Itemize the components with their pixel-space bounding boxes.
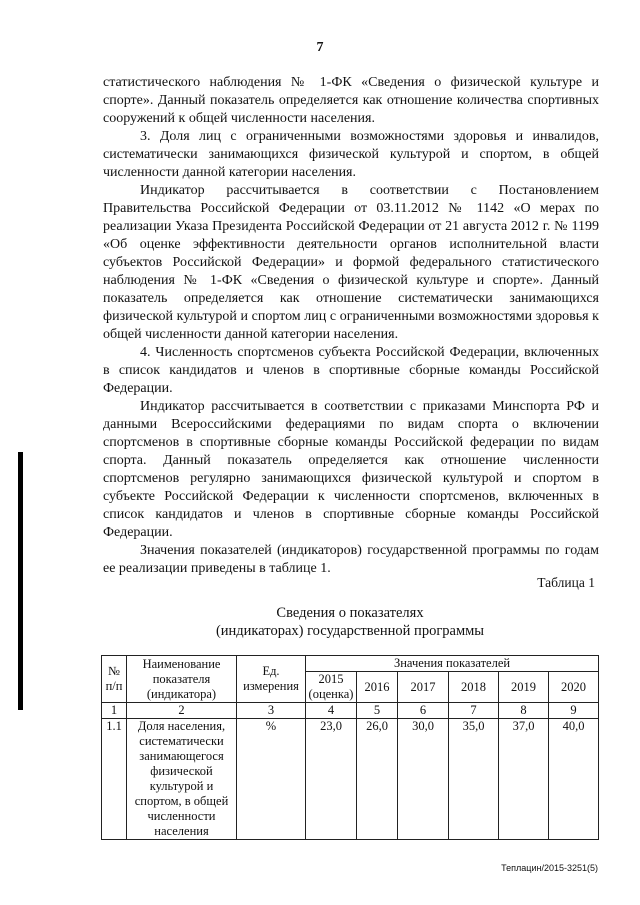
footer-code: Теплацин/2015-3251(5) — [501, 863, 598, 873]
paragraph-continuation: статистического наблюдения № 1-ФК «Сведения о физической культуре и спорте». Данный показатель определяется как отношение количества спортивных сооружений к общей численности населения. — [103, 75, 599, 126]
row-value: 37,0 — [499, 719, 549, 840]
header-year: 2016 — [357, 672, 398, 703]
column-number: 1 — [102, 703, 127, 719]
column-numbers-row — [102, 703, 599, 719]
header-year: 2019 — [499, 672, 549, 703]
header-year: 2018 — [449, 672, 499, 703]
column-number: 2 — [127, 703, 237, 719]
table-label: Таблица 1 — [537, 575, 595, 590]
row-name: Доля населения, систематически занимающегося физической культурой и спортом, в общей численности населения — [127, 719, 237, 840]
body-text — [103, 74, 599, 578]
header-year: 2017 — [398, 672, 449, 703]
column-number: 3 — [237, 703, 306, 719]
row-unit: % — [237, 719, 306, 840]
header-num: № п/п — [102, 656, 127, 703]
row-value: 23,0 — [306, 719, 357, 840]
column-number: 5 — [357, 703, 398, 719]
column-number: 6 — [398, 703, 449, 719]
indicators-table — [101, 655, 599, 840]
header-values: Значения показателей — [306, 656, 599, 672]
table-row — [102, 719, 599, 840]
column-number: 7 — [449, 703, 499, 719]
paragraph-indicator-4-title: 4. Численность спортсменов субъекта Российской Федерации, включенных в список кандидатов и членов в спортивные сборные команды Российской Федерации. — [103, 345, 599, 396]
table-caption-line-2: (индикаторах) государственной программы — [215, 623, 485, 639]
header-name: Наименование показателя (индикатора) — [127, 656, 237, 703]
page-number: 7 — [316, 40, 324, 55]
column-number: 9 — [549, 703, 599, 719]
paragraph-indicator-3-method: Индикатор рассчитывается в соответствии с Постановлением Правительства Российской Федерации от 03.11.2012 № 1142 «О мерах по реализации Указа Президента Российской Федерации от 21 августа 2012 г. № 1199 «Об оценке эффективности деятельности органов исполнительной власти субъектов Российской Федерации» и формой федерального статистического наблюдения № 1-ФК «Сведения о физической культуре и спорте». Данный показатель определяется как отношение систематически занимающихся физической культурой и спортом лиц с ограниченными возможностями здоровья к общей численности данной категории населения. — [103, 183, 599, 342]
row-num: 1.1 — [102, 719, 127, 840]
header-unit: Ед. измерения — [237, 656, 306, 703]
table-header-row — [102, 656, 599, 672]
row-value: 26,0 — [357, 719, 398, 840]
header-year: 2020 — [549, 672, 599, 703]
table-caption — [0, 604, 640, 640]
paragraph-table-reference: Значения показателей (индикаторов) государственной программы по годам ее реализации приведены в таблице 1. — [103, 543, 599, 576]
row-value: 35,0 — [449, 719, 499, 840]
row-value: 40,0 — [549, 719, 599, 840]
column-number: 8 — [499, 703, 549, 719]
row-value: 30,0 — [398, 719, 449, 840]
column-number: 4 — [306, 703, 357, 719]
paragraph-indicator-4-method: Индикатор рассчитывается в соответствии с приказами Минспорта РФ и данными Всероссийскими федерациями по видам спорта о включении спортсменов в спортивные сборные команды Российской федерации по видам спорта. Данный показатель определяется как отношение численности спортсменов регулярно занимающихся физической культурой и спортом в субъекте Российской Федерации к численности спортсменов, включенных в список кандидатов и членов в спортивные сборные команды Российской Федерации. — [103, 399, 599, 540]
table-caption-line-1: Сведения о показателях — [276, 605, 424, 621]
paragraph-indicator-3-title: 3. Доля лиц с ограниченными возможностями здоровья и инвалидов, систематически занимающихся физической культурой и спортом, в общей численности данной категории населения. — [103, 129, 599, 180]
header-year: 2015 (оценка) — [306, 672, 357, 703]
